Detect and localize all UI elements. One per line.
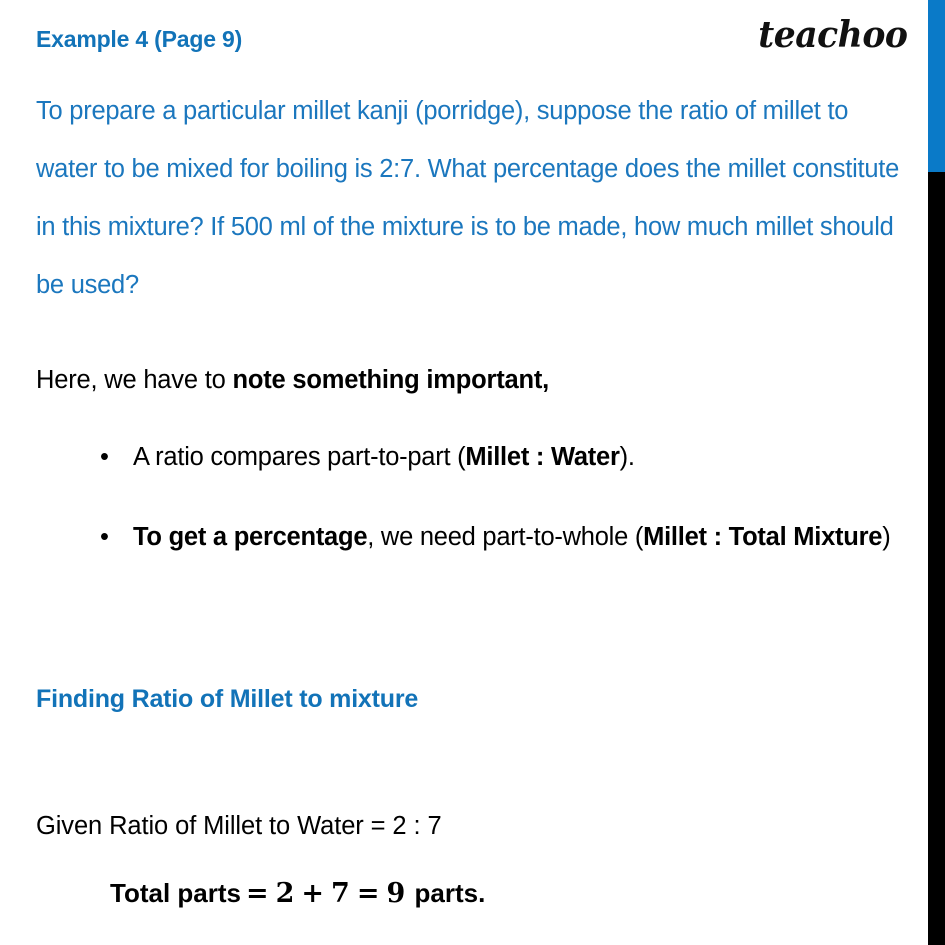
bullet-dot-icon: • [100, 523, 109, 551]
list-item-segment: ). [619, 443, 635, 471]
list-item [0, 428, 928, 486]
list-item-segment-bold: To get a percentage [133, 523, 368, 551]
list-item-text [133, 523, 890, 551]
equation-equals-1: = [245, 878, 269, 909]
list-item [0, 508, 928, 566]
given-ratio-line: Given Ratio of Millet to Water = 2 : 7 [36, 812, 442, 840]
right-edge-bar-blue [928, 0, 945, 172]
equation-term-1: 2 [275, 878, 295, 909]
list-item-segment: , we need part-to-whole ( [367, 523, 644, 551]
teachoo-logo: teachoo [757, 14, 907, 56]
total-parts-equation [110, 878, 485, 909]
section-heading: Finding Ratio of Millet to mixture [36, 685, 419, 713]
equation-label: Total parts [110, 878, 241, 908]
right-edge-bar-black [928, 172, 945, 945]
list-item-segment: A ratio compares part-to-part ( [133, 443, 466, 471]
equation-term-2: 7 [331, 878, 350, 909]
intro-line [36, 363, 549, 397]
page-title: Example 4 (Page 9) [36, 26, 243, 52]
list-item-text [133, 443, 635, 471]
equation-equals-2: = [356, 878, 380, 909]
bullet-dot-icon: • [100, 443, 109, 471]
equation-result: 9 [386, 878, 406, 909]
bullet-list [0, 428, 928, 566]
list-item-segment-bold: Millet : Total Mixture [643, 523, 883, 551]
slide-header [36, 14, 928, 70]
equation-plus: + [301, 878, 325, 909]
intro-line-emphasis: note something important, [232, 366, 550, 394]
list-item-segment: ) [882, 523, 891, 551]
intro-line-plain: Here, we have to [36, 366, 233, 394]
question-paragraph: To prepare a particular millet kanji (porridge), suppose the ratio of millet to water to be mixed for boiling is 2:7. What percentage does the millet constitute in this mixture? If 500 ml of the mixture is to be made, how much millet should be used? [36, 97, 900, 299]
list-item-segment-bold: Millet : Water [465, 443, 620, 471]
equation-unit: parts. [414, 878, 486, 908]
